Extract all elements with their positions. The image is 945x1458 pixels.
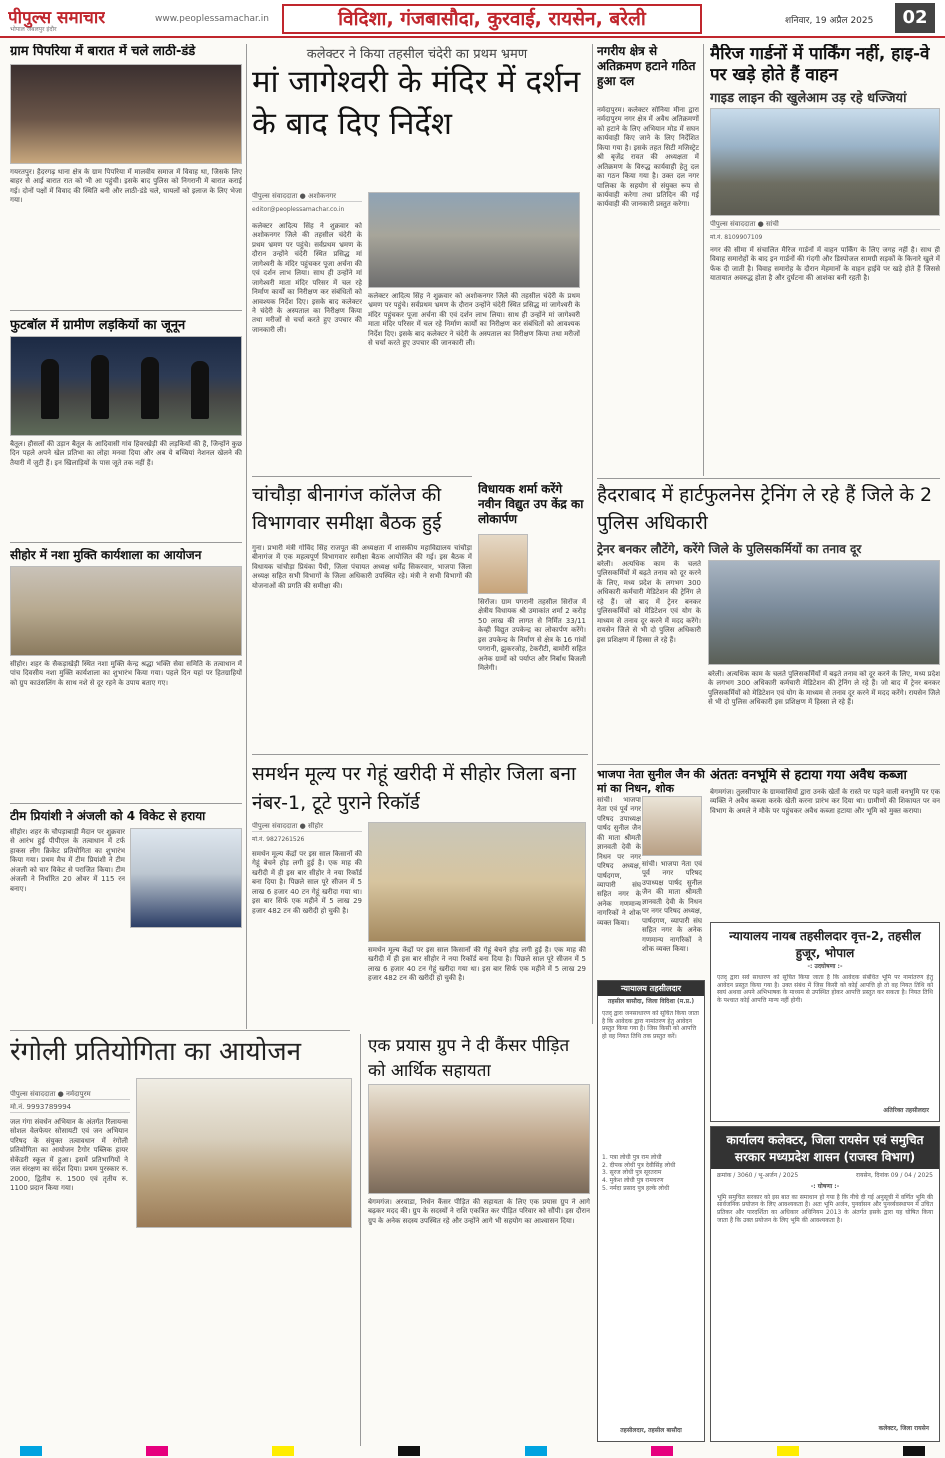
website-url[interactable]: www.peoplessamachar.in: [155, 14, 269, 24]
marriage-text: नगर की सीमा में संचालित मैरिज गार्डनों में वाहन पार्किंग के लिए जगह नहीं है। साथ ही विवाह समारोहों के बाद इन गार्डनों की गंदगी और डिस्पोजल सामग्री सड़कों के किनारे खुले में फेंक दी जाती है। विवाह समारोह के दौरान मेहमानों के वाहन हाईवे पर खड़े होते हैं जिससे यातायात अवरुद्ध होता है और दुर्घटना की आशंका बनी रहती है।: [710, 246, 940, 283]
shok-headline: भाजपा नेता सुनील जैन की मां का निधन, शोक: [597, 768, 705, 795]
newspaper-logo: पीपुल्स समाचार: [8, 8, 106, 28]
color-registration-bar: [20, 1446, 925, 1456]
hyderabad-subtitle: ट्रेनर बनकर लौटेंगे, करेंगे जिले के पुलिसकर्मियों का तनाव दूर: [597, 542, 862, 556]
cancer-text: बेगमगंज। अरवाडा, निर्धन कैंसर पीड़ित की सहायता के लिए एक प्रयास ग्रुप ने आगे बढ़कर मदद की। ग्रुप के सदस्यों ने राशि एकत्रित कर पीड़ित परिवार को सौंपी। इस दौरान ग्रुप के अनेक सदस्य उपस्थित रहे और उन्होंने आगे भी सहयोग का आश्वासन दिया।: [368, 1198, 590, 1225]
rangoli-mobile: मो.नं. 9993789994: [10, 1103, 130, 1113]
marriage-photo: [710, 108, 940, 216]
logo-edition-cities: भोपाल जबलपुर इंदौर: [10, 26, 57, 33]
baarat-text: गयरतपुर। हैदरगढ़ थाना क्षेत्र के ग्राम पिपरिया में मालवीय समाज में विवाह था, जिसके लिए बाहर से आई बारात रात को भी आ पहुंची। इसके बाद पुलिस को निगरानी में बारात कराई गई। दोनों पक्षों में विवाद की स्थिति बनी और लाठी-डंडे चले, घायलों को इलाज के लिए भेजा गया।: [10, 168, 242, 205]
magenta-swatch: [651, 1446, 673, 1456]
black-swatch: [398, 1446, 420, 1456]
vidyut-headline: विधायक शर्मा करेंगे नवीन विद्युत उप केंद्र का लोकार्पण: [478, 482, 584, 526]
baarat-headline: ग्राम पिपरिया में बारात में चले लाठी-डंडे: [10, 44, 196, 59]
shok-text-1: सांची। भाजपा नेता एवं पूर्व नगर परिषद उपाध्यक्ष पार्षद सुनील जैन की माता श्रीमती ज्ञानवती देवी के निधन पर नगर परिषद अध्यक्ष, पार्षदगण, व्यापारी संघ सहित नगर के अनेक गणमान्य नागरिकों ने शोक व्यक्त किया।: [597, 796, 641, 927]
collector-notice-refline: [711, 1169, 939, 1183]
hyderabad-text-2: बरेली। अत्यधिक काम के चलते पुलिसकर्मियों में बढ़ते तनाव को दूर करने के लिए, मध्य प्रदेश के लगभग 300 अधिकारी कर्मचारी मेडिटेशन की ट्रेनिंग ले रहे हैं। जो बाद में ट्रेनर बनकर पुलिसकर्मियों को मेडिटेशन एवं योग के माध्यम से तनाव दूर करने में मदद करेंगे। रायसेन जिले से भी दो पुलिस अधिकारी इस प्रशिक्षण में हिस्सा ले रहे हैं।: [708, 670, 940, 707]
black-swatch: [903, 1446, 925, 1456]
hyderabad-photo: [708, 560, 940, 665]
column-rule: [703, 44, 704, 476]
baarat-photo: [10, 64, 242, 164]
nyayalaya-sub: तहसील बासौदा, जिला विदिशा (म.प्र.): [607, 998, 695, 1005]
collector-notice-title: कार्यालय कलेक्टर, जिला रायसेन एवं समुचित सरकार मध्यप्रदेश शासन (राजस्व विभाग): [711, 1127, 939, 1169]
kabja-text: बेगमगंज। तुलसीपार के ग्रामवासियों द्वारा उनके खेतों के रास्ते पर पड़ने वाली वनभूमि पर एक व्यक्ति ने अवैध कब्जा करके खेती करना प्रारंभ कर दिया था। ग्रामीणों की शिकायत पर वन विभाग के अमले ने मौके पर पहुंचकर अवैध कब्जा हटाया और भूमि को मुक्त कराया।: [710, 788, 940, 815]
cyan-swatch: [20, 1446, 42, 1456]
vidyut-photo: [478, 534, 528, 594]
cancer-photo: [368, 1084, 590, 1194]
tehsil-notice-sign: अतिरिक्त तहसीलदार: [883, 1107, 929, 1115]
cricket-text: सीहोर। शहर के चौपड़ाबाड़ी मैदान पर शुक्रवार से आरंभ हुई पीपीएल के तत्वाधान में टर्फ हाकस लीग क्रिकेट प्रतियोगिता का शुभारंभ किया गया। प्रथम मैच में टीम प्रियांशी ने टीम अंजली को चार विकेट से पराजित किया। टीम अंजली ने निर्धारित 20 ओवर में 115 रन बनाए।: [10, 828, 125, 893]
nyayalaya-list: [598, 1150, 704, 1197]
football-headline: फुटबॉल में ग्रामीण लड़कियों का जूनून: [10, 318, 186, 333]
column-rule: [360, 1034, 361, 1446]
divider: [252, 754, 588, 755]
tehsil-notice-title: न्यायालय नायब तहसीलदार वृत्त-2, तहसील हुजूर, भोपाल: [729, 929, 921, 960]
issue-date: शनिवार, 19 अप्रैल 2025: [785, 16, 874, 26]
nasha-text: सीहोर। शहर के सैकड़ाखेड़ी स्थित नशा मुक्ति केन्द्र श्रद्धा भक्ति सेवा समिति के तत्वाधान में पांच दिवसीय नशा मुक्ति कार्यशाला का शुभारंभ किया गया। पहले दिन यहां पर हितग्राहियों को ग्रुप काउंसलिंग के साथ नशे से दूर रहने के उपाय बताए गए।: [10, 660, 242, 687]
gehun-mobile: मो.नं. 9827261526: [252, 836, 305, 843]
column-rule: [246, 44, 247, 1029]
nyayalaya-list-item: 3. सुरज लोधी पुत्र सूरतराम: [602, 1169, 662, 1177]
magenta-swatch: [146, 1446, 168, 1456]
tehsil-notice-box: [597, 980, 705, 1442]
collector-notice-date: रायसेन, दिनांक 09 / 04 / 2025: [855, 1172, 933, 1179]
nyayalaya-list-item: 4. मुकेश लोधी पुत्र रामचरण: [602, 1177, 664, 1185]
divider: [10, 803, 242, 804]
divider: [10, 310, 242, 311]
marriage-byline: पीपुल्स संवाददाता ● सांची: [710, 220, 940, 230]
masthead: [0, 0, 945, 38]
marriage-headline: मैरिज गार्डनों में पार्किंग नहीं, हाइ-वे पर खड़े होते हैं वाहन: [710, 44, 930, 86]
marriage-subtitle: गाइड लाइन की खुलेआम उड़ रहे धज्जियां: [710, 91, 907, 106]
rangoli-headline: रंगोली प्रतियोगिता का आयोजन: [10, 1037, 302, 1067]
jageshwari-email[interactable]: editor@peoplessamachar.co.in: [252, 206, 345, 213]
chanchoda-text: गुना। प्रभारी मंत्री गोविंद सिंह राजपूत की अध्यक्षता में शासकीय महाविद्यालय चांचौड़ा बीनागंज में एक महत्वपूर्ण विभागवार समीक्षा बैठक आयोजित की गई। इस बैठक में विधायक चांचौड़ा प्रियंका पैंची, जिला पंचायत अध्यक्ष धर्मेंद्र सिकरवार, भाजपा जिला अध्यक्ष सहित सभी विभागों के जिला अधिकारी उपस्थित रहे। मंत्री ने सभी विभागों की योजनाओं की प्रगति की समीक्षा की।: [252, 544, 472, 590]
page-number: 02: [895, 3, 935, 33]
nyayalaya-text: एतद् द्वारा जनसाधारण को सूचित किया जाता है कि आवेदक द्वारा नामांतरण हेतु आवेदन प्रस्तुत किया गया है। जिस किसी को आपत्ति हो वह नियत तिथि तक प्रस्तुत करें।: [602, 1009, 699, 1041]
jageshwari-headline: मां जागेश्वरी के मंदिर में दर्शन के बाद दिए निर्देश: [252, 64, 581, 142]
nasha-headline: सीहोर में नशा मुक्ति कार्यशाला का आयोजन: [10, 548, 202, 562]
vidyut-text: सिरोंज। ग्राम पगरानी तहसील सिरोंज में क्षेत्रीय विधायक श्री उमाकांत शर्मा 2 करोड़ 50 लाख की लागत से निर्मित 33/11 केव्ही विद्युत उपकेन्द्र का लोकार्पण करेंगे। इस उपकेन्द्र के निर्माण से क्षेत्र के 16 गांवों पगरानी, झुकरजोड़, टेकरीटी, बामोरी सहित अनेक ग्रामों को पर्याप्त और निर्बाध बिजली मिलेगी।: [478, 598, 586, 673]
nyayalaya-list-item: 1. पत्रा लोधी पुत्र राम लोधी: [602, 1153, 662, 1161]
rangoli-byline: पीपुल्स संवाददाता ● नर्मदापुरम: [10, 1090, 130, 1100]
yellow-swatch: [777, 1446, 799, 1456]
collector-notice-heading: -: घोषणा :-: [810, 1182, 840, 1190]
gehun-text-2: समर्थन मूल्य केंद्रों पर इस साल किसानों की गेहूं बेचने होड़ लगी हुई है। एक माह की खरीदी में ही इस बार सीहोर ने नया रिकॉर्ड बना दिया है। पिछले साल पूरे सीजन में 5 लाख 6 हजार 40 टन गेहूं खरीदा गया था। इस बार सिर्फ एक महीने में 5 लाख 29 हजार 482 टन की खरीदी हो चुकी है।: [368, 946, 586, 983]
nasha-photo: [10, 566, 242, 656]
atikraman-headline: नगरीय क्षेत्र से अतिक्रमण हटाने गठित हुआ दल: [597, 44, 696, 88]
rangoli-text: जल गंगा संवर्धन अभियान के अंतर्गत रिलायन्स सोशल वेलफेयर सोसायटी एवं जन अभियान परिषद के संयुक्त तत्वावधान में रंगोली प्रतियोगिता का आयोजन टैगोर पब्लिक हायर सेकेंडरी स्कूल में हुआ। इसमें प्रतिभागियों ने जल संरक्षण का संदेश दिया। प्रथम पुरस्कार रु. 2000, द्वितीय रु. 1500 एवं तृतीय रु. 1100 प्रदान किया गया।: [10, 1118, 128, 1193]
jageshwari-byline: पीपुल्स संवाददाता ● अशोकनगर: [252, 192, 362, 202]
cancer-headline: एक प्रयास ग्रुप ने दी कैंसर पीड़ित को आर्थिक सहायता: [368, 1036, 570, 1081]
football-text: बैतूल। हौसलों की उड़ान बैतूल के आदिवासी गांव हिवरखेड़ी की लड़कियों की है, जिन्होंने कुछ दिन पहले अपने खेल प्रतिभा का लोहा मनवा दिया और अब ये बच्चियां नेशनल खेलने की तैयारी में जुटी हैं। इन खिलाड़ियों के पास जूते तक नहीं हैं।: [10, 440, 242, 467]
chanchoda-headline: चांचौड़ा बीनागंज कॉलेज की विभागवार समीक्षा बैठक हुई: [252, 484, 442, 534]
collector-notice-ref: क्रमांक / 3060 / भू-अर्जन / 2025: [717, 1172, 799, 1179]
nyayalaya-list-item: 5. नर्मदा प्रसाद पुत्र हल्के लोधी: [602, 1184, 670, 1192]
jageshwari-photo: [368, 192, 580, 288]
kabja-headline: अंततः वनभूमि से हटाया गया अवैध कब्जा: [710, 768, 907, 783]
gehun-headline: समर्थन मूल्य पर गेहूं खरीदी में सीहोर जिला बना नंबर-1, टूटे पुराने रिकॉर्ड: [252, 763, 576, 814]
gehun-photo: [368, 822, 586, 942]
column-rule: [592, 44, 593, 1024]
marriage-mobile: मो.नं. 8109907109: [710, 234, 763, 241]
yellow-swatch: [272, 1446, 294, 1456]
rangoli-photo: [136, 1078, 352, 1228]
page-section-title: विदिशा, गंजबासौदा, कुरवाई, रायसेन, बरेली: [282, 4, 702, 34]
collector-notice-box: [710, 1126, 940, 1442]
divider: [252, 476, 472, 477]
atikraman-text: नर्मदापुरम। कलेक्टर सोनिया मीना द्वारा नर्मदापुरम नगर क्षेत्र में अवैध अतिक्रमणों को हटाने के लिए अभियान मोड में सघन कार्यवाही किए जाने के लिए निर्देशित किया गया है। इसके तहत सिटी मजिस्ट्रेट श्री बृजेंद्र रावत की अध्यक्षता में अतिक्रमण के विरुद्ध कार्यवाही हेतु दल का गठन किया गया है। उक्त दल नगर पालिका के सहयोग से संयुक्त रूप से कार्यवाही करेगा तथा प्रतिदिन की गई कार्यवाही की जानकारी प्रस्तुत करेगा।: [597, 106, 699, 209]
cricket-photo: [130, 828, 242, 928]
tehsil-notice-text: एतद् द्वारा सर्व साधारण को सूचित किया जाता है कि आवेदक संबंधित भूमि पर नामांतरण हेतु आवेदन प्रस्तुत किया गया है। उक्त संबंध में जिस किसी को कोई आपत्ति हो तो वह नियत तिथि को स्वयं अथवा अपने अभिभाषक के माध्यम से उपस्थित होकर आपत्ति प्रस्तुत कर सकता है। नियत तिथि के पश्चात कोई आपत्ति मान्य नहीं होगी।: [717, 973, 933, 1005]
football-photo: [10, 336, 242, 436]
hyderabad-headline: हैदराबाद में हार्टफुलनेस ट्रेनिंग ले रहे हैं जिले के 2 पुलिस अधिकारी: [597, 484, 933, 534]
nyayalaya-title: न्यायालय तहसीलदार: [598, 981, 704, 996]
jageshwari-kicker: कलेक्टर ने किया तहसील चंदेरी का प्रथम भ्रमण: [306, 47, 528, 62]
shok-text-2: सांची। भाजपा नेता एवं पूर्व नगर परिषद उपाध्यक्ष पार्षद सुनील जैन की माता श्रीमती ज्ञानवती देवी के निधन पर नगर परिषद अध्यक्ष, पार्षदगण, व्यापारी संघ सहित नगर के अनेक गणमान्य नागरिकों ने शोक व्यक्त किया।: [642, 860, 702, 953]
nyayalaya-list-item: 2. दीपक लोधी पुत्र देवीसिंह लोधी: [602, 1161, 676, 1169]
nyayalaya-sign: तहसीलदार, तहसील बासौदा: [620, 1427, 682, 1435]
divider: [10, 542, 242, 543]
jageshwari-text-2: कलेक्टर आदित्य सिंह ने शुक्रवार को अशोकनगर जिले की तहसील चंदेरी के प्रथम भ्रमण पर पहुंचे। सर्वप्रथम भ्रमण के दौरान उन्होंने चंदेरी स्थित प्रसिद्ध मां जागेश्वरी के मंदिर पहुंचकर पूजा अर्चना की एवं दर्शन लाभ लिया। साथ ही उन्होंने मां जागेश्वरी माता मंदिर परिसर में चल रहे निर्माण कार्यों का निरीक्षण कर संबंधितों को आवश्यक निर्देश दिए। इसके बाद कलेक्टर ने चंदेरी के अस्पताल का निरीक्षण किया तथा मरीजों से चर्चा करते हुए उपचार की जानकारी ली।: [368, 292, 580, 348]
tehsil-notice-heading: -: उदघोषणा :-: [807, 963, 843, 970]
cyan-swatch: [525, 1446, 547, 1456]
huzur-notice-box: [710, 922, 940, 1122]
hyderabad-text-1: बरेली। अत्यधिक काम के चलते पुलिसकर्मियों में बढ़ते तनाव को दूर करने के लिए, मध्य प्रदेश के लगभग 300 अधिकारी कर्मचारी मेडिटेशन की ट्रेनिंग ले रहे हैं। जो बाद में ट्रेनर बनकर पुलिसकर्मियों को मेडिटेशन एवं योग के माध्यम से तनाव दूर करने में मदद करेंगे। रायसेन जिले से भी दो पुलिस अधिकारी इस प्रशिक्षण में हिस्सा ले रहे हैं।: [597, 560, 701, 644]
gehun-byline: पीपुल्स संवाददाता ● सीहोर: [252, 822, 362, 832]
divider: [597, 764, 940, 765]
jageshwari-text-1: कलेक्टर आदित्य सिंह ने शुक्रवार को अशोकनगर जिले की तहसील चंदेरी के प्रथम भ्रमण पर पहुंचे। सर्वप्रथम भ्रमण के दौरान उन्होंने चंदेरी स्थित प्रसिद्ध मां जागेश्वरी के मंदिर पहुंचकर पूजा अर्चना की एवं दर्शन लाभ लिया। साथ ही उन्होंने मां जागेश्वरी माता मंदिर परिसर में चल रहे निर्माण कार्यों का निरीक्षण कर संबंधितों को आवश्यक निर्देश दिए। इसके बाद कलेक्टर ने चंदेरी के अस्पताल का निरीक्षण किया तथा मरीजों से चर्चा करते हुए उपचार की जानकारी ली।: [252, 222, 362, 334]
gehun-text-1: समर्थन मूल्य केंद्रों पर इस साल किसानों की गेहूं बेचने होड़ लगी हुई है। एक माह की खरीदी में ही इस बार सीहोर ने नया रिकॉर्ड बना दिया है। पिछले साल पूरे सीजन में 5 लाख 6 हजार 40 टन गेहूं खरीदा गया था। इस बार सिर्फ एक महीने में 5 लाख 29 हजार 482 टन की खरीदी हो चुकी है।: [252, 850, 362, 915]
divider: [10, 1030, 350, 1031]
divider: [597, 478, 940, 479]
collector-notice-text: भूमि समुचित सरकार को इस बात का समाधान हो गया है कि नीचे दी गई अनुसूची में वर्णित भूमि की सार्वजनिक प्रयोजन के लिए आवश्यकता है। अतः भूमि अर्जन, पुनर्वासन और पुनर्व्यवस्थापन में उचित प्रतिकर और पारदर्शिता का अधिकार अधिनियम 2013 के अंतर्गत इसके द्वारा यह घोषित किया जाता है कि उक्त प्रयोजन के लिए भूमि की आवश्यकता है।: [717, 1193, 933, 1224]
collector-notice-sign: कलेक्टर, जिला रायसेन: [878, 1425, 929, 1433]
cricket-headline: टीम प्रियांशी ने अंजली को 4 विकेट से हराया: [10, 809, 206, 823]
shok-photo: [642, 796, 702, 856]
